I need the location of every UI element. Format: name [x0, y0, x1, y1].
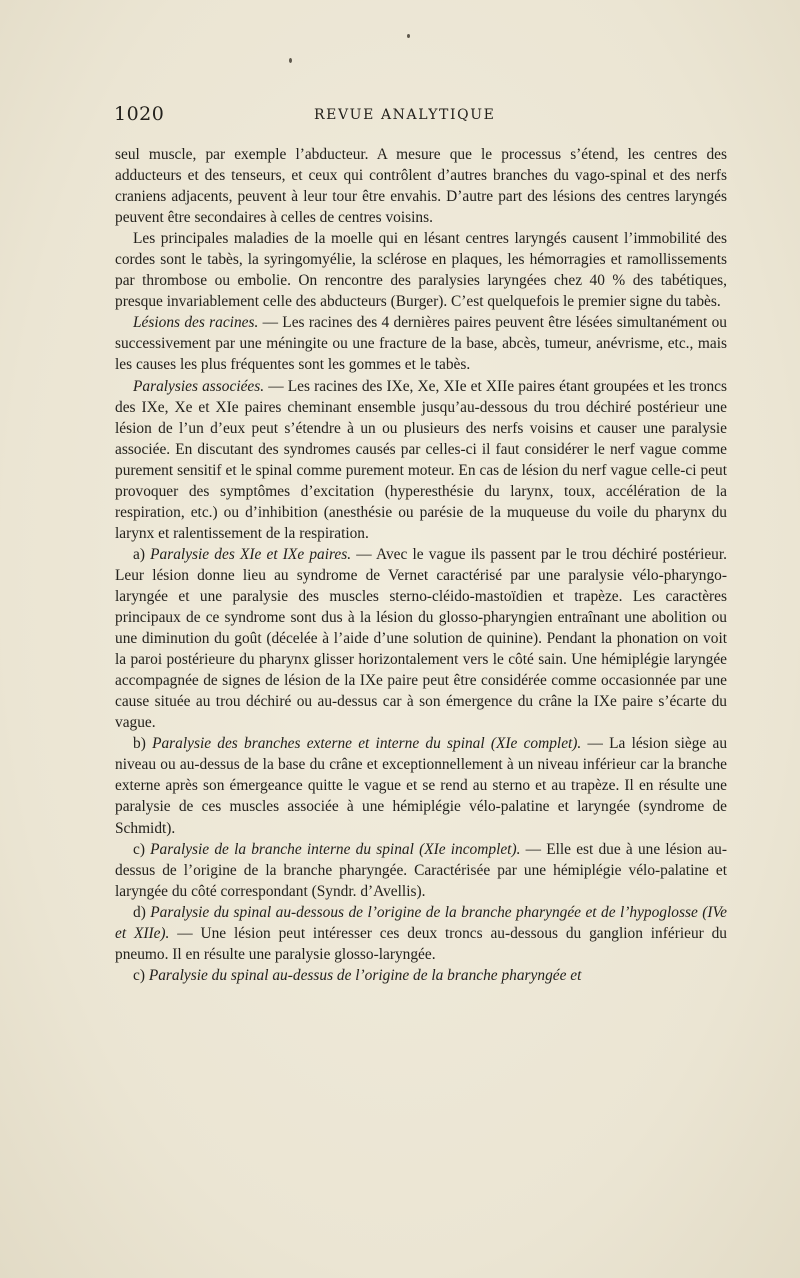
paragraph-text: — Les racines des IXe, Xe, XIe et XIIe paires étant groupées et les troncs des IXe, Xe et XIe paires cheminant ensemble jusqu’au-dessous du trou déchiré postérieur une lésion de l’un d’eux peut s’étendre à un ou plusieurs des nerfs voisins et causer une paralysie associée. En discutant des syndromes causés par celles-ci il faut considérer le nerf vague comme purement sensitif et le spinal comme purement moteur. En cas de lésion du nerf vague celle-ci peut provoquer des symptômes d’excitation (hyperesthésie du larynx, toux, accélération de la respiration, etc.) ou d’inhibition (anesthésie ou parésie de la muqueuse du voile du pharynx du larynx et ralentissement de la respiration. [115, 377, 727, 542]
ink-speck [407, 34, 410, 38]
paragraph [115, 839, 727, 902]
paragraph [115, 228, 727, 312]
page-number: 1020 [114, 103, 165, 125]
paragraph-text: — Les racines des 4 dernières paires peuvent être lésées simultanément ou successivement par une méningite ou une fracture de la base, abcès, tumeur, anévrisme, etc., mais les causes les plus fréquentes sont les gommes et le tabès. [115, 314, 727, 374]
paragraph-text: — Une lésion peut intéresser ces deux troncs au-dessous du ganglion inférieur du pneumo. Il en résulte une paralysie glosso-laryngée. [115, 924, 727, 963]
paragraph [115, 965, 727, 986]
page-header [114, 103, 726, 131]
list-marker: c) [133, 840, 151, 858]
paragraph [115, 544, 727, 733]
paragraph-text: seul muscle, par exemple l’abducteur. A mesure que le processus s’étend, les centres des adducteurs et des tenseurs, et ceux qui contrôlent d’autres branches du vago-spinal et des nerfs craniens adjacents, peuvent à leur tour être envahis. D’autre part des lésions des centres laryngés peuvent être secondaires à celles de centres voisins. [115, 146, 727, 227]
section-heading: Paralysies associées. [133, 377, 265, 395]
section-heading: Lésions des racines. [133, 314, 259, 332]
paragraph [115, 376, 727, 544]
running-title: REVUE ANALYTIQUE [314, 107, 496, 123]
section-heading: Paralysie du spinal au-dessus de l’origine de la branche pharyngée et [148, 966, 582, 984]
section-heading: Paralysie des branches externe et interne du spinal (XIe complet). [152, 735, 582, 753]
paragraph [115, 312, 727, 375]
list-marker: c) [133, 966, 149, 984]
paragraph [115, 902, 727, 965]
paragraph-text: — Elle est due à une lésion au-dessus de l’origine de la branche pharyngée. Caractérisée par une hémiplégie vélo-palatine et laryngée du côté correspondant (Syndr. d’Avellis). [115, 840, 727, 900]
paragraph-text: — Avec le vague ils passent par le trou déchiré postérieur. Leur lésion donne lieu au syndrome de Vernet caractérisé par une paralysie vélo-pharyngo-laryngée et une paralysie des muscles sterno-cléido-mastoïdien et trapèze. Les caractères principaux de ce syndrome sont dus à la lésion du glosso-pharyngien entraînant une abolition ou une diminution du goût (décelée à l’aide d’une solution de quinine). Pendant la phonation on voit la paroi postérieure du pharynx glisser horizontalement vers le côté sain. Une hémiplégie laryngée accompagnée de signes de lésion de la IXe paire peut être considérée comme occasionnée par une cause située au trou déchiré ou au-dessus car à son émergence du crâne la IXe paire s’écarte du vague. [115, 545, 727, 732]
list-marker: a) [133, 545, 151, 563]
body-text [115, 144, 727, 986]
list-marker: b) [133, 735, 153, 753]
list-marker: d) [133, 903, 151, 921]
paragraph-text: — La lésion siège au niveau ou au-dessus de la base du crâne et exceptionnellement à un niveau inférieur car la branche externe après son émergeance quitte le vague et se rend au sterno et au trapèze. Il en résulte une paralysie de ces muscles associée à une hémiplégie vélo-palatine et laryngée (syndrome de Schmidt). [115, 735, 728, 837]
section-heading: Paralysie du spinal au-dessous de l’origine de la branche pharyngée et de l’hypoglosse (IVe et XIIe). [115, 903, 728, 942]
paragraph [115, 733, 727, 838]
section-heading: Paralysie de la branche interne du spinal (XIe incomplet). [150, 840, 521, 858]
ink-speck [289, 58, 292, 63]
section-heading: Paralysie des XIe et IXe paires. [150, 545, 352, 563]
paragraph [115, 144, 727, 228]
paragraph-text: Les principales maladies de la moelle qui en lésant centres laryngés causent l’immobilité des cordes sont le tabès, la syringomyélie, la sclérose en plaques, les hémorragies et ramollissements par thrombose ou embolie. On rencontre des paralysies laryngées chez 40 % des tabétiques, presque invariablement celle des abducteurs (Burger). C’est quelquefois le premier signe du tabès. [115, 230, 727, 311]
